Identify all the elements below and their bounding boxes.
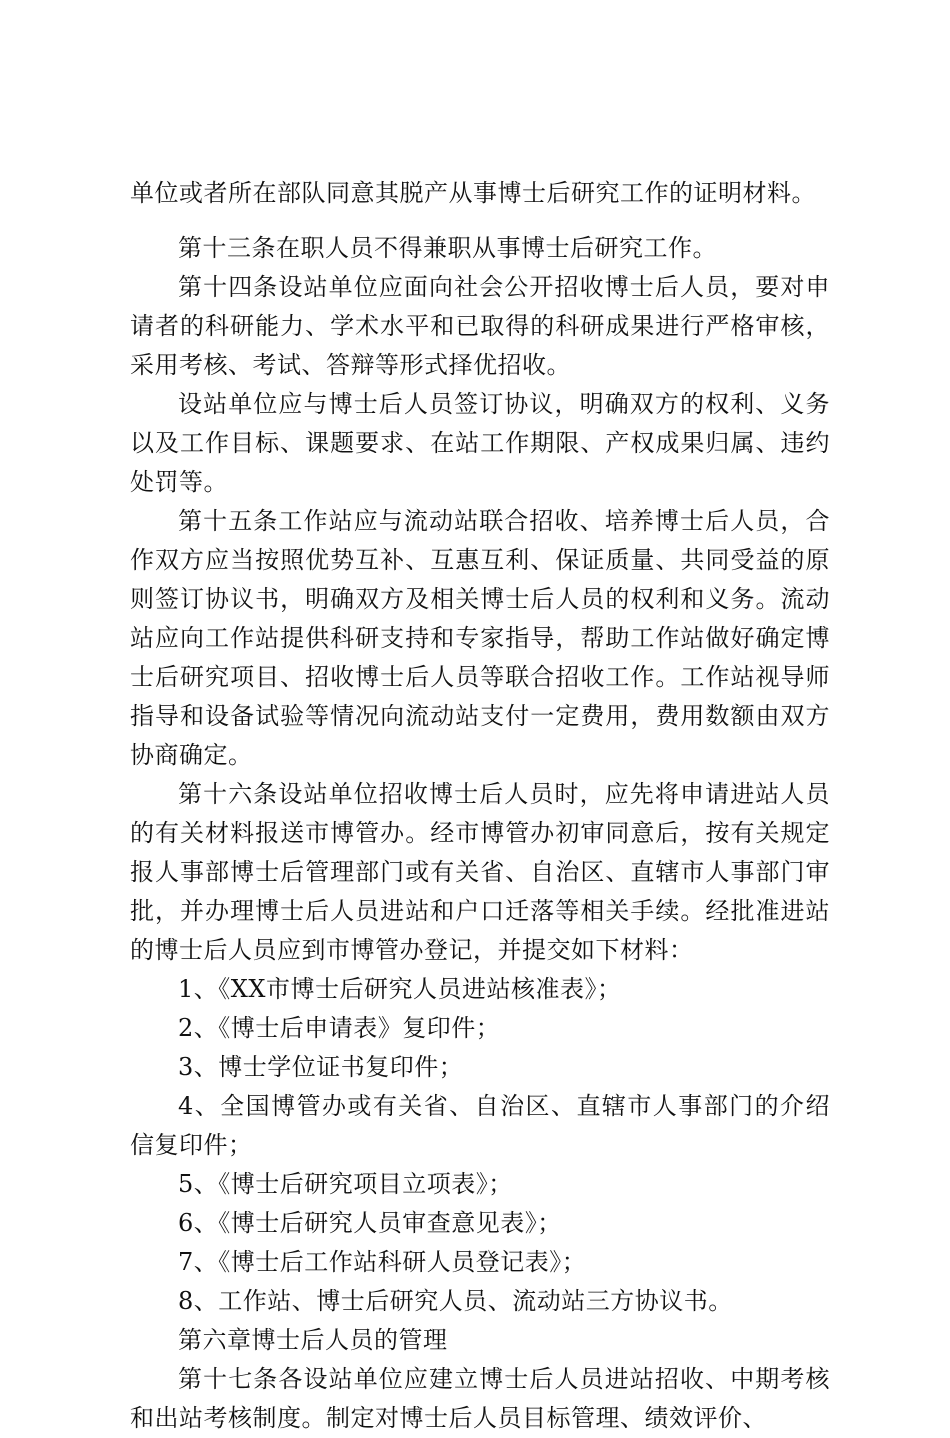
- list-item-6: 6、《博士后研究人员审查意见表》；: [178, 1209, 562, 1237]
- list-item-2: 2、《博士后申请表》复印件；: [178, 1014, 501, 1042]
- list-item-5: 5、《博士后研究项目立项表》；: [178, 1170, 513, 1198]
- list-item-1: 1、《XX市博士后研究人员进站核准表》；: [178, 975, 622, 1003]
- paragraph-continuation: 单位或者所在部队同意其脱产从事博士后研究工作的证明材料。: [130, 179, 816, 207]
- paragraph-article-16: 第十六条设站单位招收博士后人员时，应先将申请进站人员的有关材料报送市博管办。经市博管办初审同意后，按有关规定报人事部博士后管理部门或有关省、自治区、直辖市人事部门审批，并办理博士后人员进站和户口迁落等相关手续。经批准进站的博士后人员应到市博管办登记，并提交如下材料：: [130, 780, 830, 964]
- document-body: [130, 174, 830, 1438]
- list-item-8: 8、工作站、博士后研究人员、流动站三方协议书。: [178, 1287, 733, 1315]
- paragraph-article-15: 第十五条工作站应与流动站联合招收、培养博士后人员，合作双方应当按照优势互补、互惠互利、保证质量、共同受益的原则签订协议书，明确双方及相关博士后人员的权利和义务。流动站应向工作站提供科研支持和专家指导，帮助工作站做好确定博士后研究项目、招收博士后人员等联合招收工作。工作站视导师指导和设备试验等情况向流动站支付一定费用，费用数额由双方协商确定。: [130, 507, 830, 769]
- chapter-heading: 第六章博士后人员的管理: [178, 1326, 448, 1354]
- paragraph-agreement: 设站单位应与博士后人员签订协议，明确双方的权利、义务以及工作目标、课题要求、在站工作期限、产权成果归属、违约处罚等。: [130, 390, 830, 496]
- list-item-4: 4、全国博管办或有关省、自治区、直辖市人事部门的介绍信复印件；: [130, 1092, 830, 1159]
- paragraph-article-13: 第十三条在职人员不得兼职从事博士后研究工作。: [178, 234, 717, 262]
- paragraph-article-14: 第十四条设站单位应面向社会公开招收博士后人员，要对申请者的科研能力、学术水平和已取得的科研成果进行严格审核，采用考核、考试、答辩等形式择优招收。: [130, 273, 830, 379]
- list-item-7: 7、《博士后工作站科研人员登记表》；: [178, 1248, 587, 1276]
- paragraph-article-17: 第十七条各设站单位应建立博士后人员进站招收、中期考核和出站考核制度。制定对博士后人员目标管理、绩效评价、: [130, 1365, 830, 1432]
- list-item-3: 3、博士学位证书复印件；: [178, 1053, 464, 1081]
